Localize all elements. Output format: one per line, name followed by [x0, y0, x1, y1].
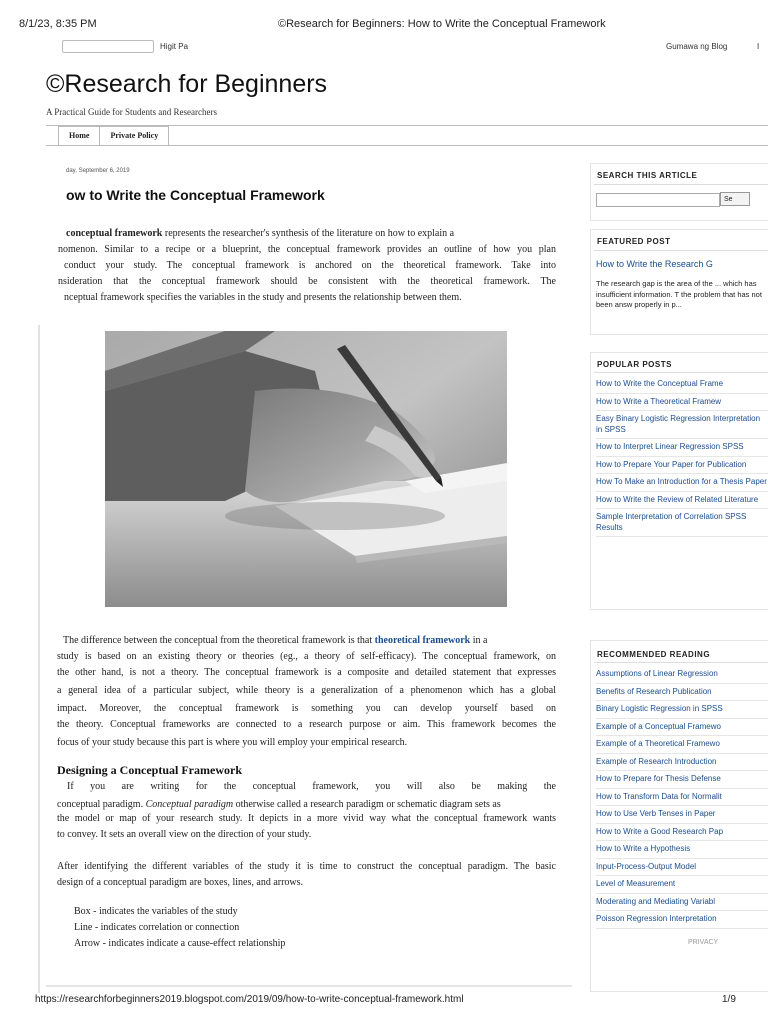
recommended-link[interactable]: How to Transform Data for Normalit: [596, 789, 768, 807]
post-after-line-1: After identifying the different variables of the study it is time to construct the conceptual paradigm. The basic: [57, 861, 556, 872]
list-item-box: Box - indicates the variables of the study: [74, 906, 238, 917]
list-item-arrow: Arrow - indicates indicate a cause-effect relationship: [74, 938, 286, 949]
sidebar-search-button[interactable]: Se: [720, 192, 750, 206]
post-image-writing-hand: [105, 331, 507, 607]
sidebar-search-input[interactable]: [596, 193, 720, 207]
recaptcha-privacy-badge[interactable]: PRIVACY: [688, 939, 719, 946]
featured-post-link[interactable]: How to Write the Research G: [596, 259, 713, 269]
writing-hand-photo: [105, 331, 507, 607]
post-design-line-2: conceptual paradigm. Conceptual paradigm otherwise called a research paradigm or schematic diagram sets as: [57, 799, 501, 810]
recommended-link[interactable]: Binary Logistic Regression in SPSS: [596, 701, 768, 719]
recommended-link[interactable]: Example of a Theoretical Framewo: [596, 736, 768, 754]
navbar-search-input[interactable]: [62, 40, 154, 53]
print-datetime: 8/1/23, 8:35 PM: [19, 18, 97, 30]
tabs-divider: [46, 145, 768, 146]
print-title: ©Research for Beginners: How to Write the Conceptual Framework: [278, 18, 606, 30]
popular-post-link[interactable]: How to Interpret Linear Regression SPSS: [596, 439, 768, 457]
print-page-number: 1/9: [722, 994, 736, 1005]
sidebar-featured-rule: [594, 250, 768, 251]
sidebar-search-heading: SEARCH THIS ARTICLE: [597, 171, 698, 180]
post-diff-line-1: The difference between the conceptual from the theoretical framework is that theoretical framework in a: [63, 635, 488, 646]
theoretical-framework-link[interactable]: theoretical framework: [374, 635, 471, 646]
recommended-link[interactable]: How to Use Verb Tenses in Paper: [596, 806, 768, 824]
popular-post-link[interactable]: Sample Interpretation of Correlation SPSS Results: [596, 509, 768, 537]
sidebar-recommended-heading: RECOMMENDED READING: [597, 650, 711, 659]
featured-post-snippet: The research gap is the area of the ... which has insufficient information. T the problem that has not been answ properly in p...: [596, 279, 762, 309]
post-design-line-3: the model or map of your research study. It depicts in a more vivid way what the conceptual framework wants: [57, 813, 556, 824]
recommended-link[interactable]: How to Write a Good Research Pap: [596, 824, 768, 842]
recommended-link[interactable]: Level of Measurement: [596, 876, 768, 894]
recommended-link[interactable]: Example of Research Introduction: [596, 754, 768, 772]
sidebar-search-rule: [594, 184, 768, 185]
navbar-create-blog-link[interactable]: Gumawa ng Blog: [666, 42, 728, 51]
tab-home[interactable]: Home: [58, 126, 100, 145]
recommended-link[interactable]: Example of a Conceptual Framewo: [596, 719, 768, 737]
post-design-line-1: If you are writing for the conceptual framework, you will also be making the: [67, 781, 556, 792]
post-diff-line-3: the other hand, is not a theory. The conceptual framework is a composite and detailed statement that expresses: [57, 667, 556, 678]
popular-post-link[interactable]: Easy Binary Logistic Regression Interpretation in SPSS: [596, 411, 768, 439]
recommended-link[interactable]: How to Prepare for Thesis Defense: [596, 771, 768, 789]
section-heading-designing: Designing a Conceptual Framework: [57, 763, 242, 777]
post-intro-line-1: conceptual framework represents the researcher's synthesis of the literature on how to explain a: [66, 228, 455, 239]
recommended-link[interactable]: Assumptions of Linear Regression: [596, 666, 768, 684]
recommended-link[interactable]: Moderating and Mediating Variabl: [596, 894, 768, 912]
popular-post-link[interactable]: How to Prepare Your Paper for Publication: [596, 457, 768, 475]
sidebar-featured-heading: FEATURED POST: [597, 237, 671, 246]
popular-post-link[interactable]: How to Write the Review of Related Literature: [596, 492, 768, 510]
post-card-shadow: [38, 325, 40, 993]
popular-post-link[interactable]: How To Make an Introduction for a Thesis Paper: [596, 474, 768, 492]
popular-post-link[interactable]: How to Write a Theoretical Framew: [596, 394, 768, 412]
recommended-link[interactable]: Input-Process-Output Model: [596, 859, 768, 877]
recommended-link[interactable]: How to Write a Hypothesis: [596, 841, 768, 859]
recommended-link[interactable]: Benefits of Research Publication: [596, 684, 768, 702]
post-design-line-4: to convey. It sets an overall view on the direction of your study.: [57, 829, 312, 840]
page-tabs: [58, 126, 169, 146]
recommended-reading-list: [596, 666, 768, 929]
popular-post-link[interactable]: How to Write the Conceptual Frame: [596, 376, 768, 394]
recommended-link[interactable]: Poisson Regression Interpretation: [596, 911, 768, 929]
navbar-next-link[interactable]: Higit Pa: [160, 42, 189, 51]
post-intro-line-4: nsideration that the conceptual framework should be consistent with the theoretical framework. The: [58, 276, 556, 287]
post-title[interactable]: ow to Write the Conceptual Framework: [66, 187, 325, 203]
post-diff-line-7: focus of your study because this part is where you will employ your empirical research.: [57, 737, 408, 748]
post-intro-line-3: conduct your study. The conceptual framework is anchored on the theoretical framework. Take into: [64, 260, 556, 271]
post-diff-line-6: the theory. Conceptual frameworks are connected to a research purpose or aim. This framework becomes the: [57, 719, 556, 730]
blog-title[interactable]: ©Research for Beginners: [46, 70, 328, 98]
list-item-line: Line - indicates correlation or connection: [74, 922, 240, 933]
sidebar-recommended-rule: [594, 662, 768, 663]
post-after-line-2: design of a conceptual paradigm are boxes, lines, and arrows.: [57, 877, 304, 888]
navbar-extra-link[interactable]: I: [757, 42, 760, 51]
post-intro-line-5: nceptual framework specifies the variables in the study and presents the relationship between them.: [64, 292, 462, 303]
print-url: https://researchforbeginners2019.blogspot.com/2019/09/how-to-write-conceptual-framework.html: [35, 994, 464, 1005]
post-diff-line-4: a general idea of a particular subject, while theory is a generalization of a phenomenon which has a global: [57, 685, 556, 696]
blog-description: A Practical Guide for Students and Researchers: [46, 107, 217, 117]
post-intro-line-2: nomenon. Similar to a recipe or a blueprint, the conceptual framework provides an outline of how you plan: [58, 244, 556, 255]
sidebar-popular-heading: POPULAR POSTS: [597, 360, 672, 369]
post-card-shadow-bottom: [46, 985, 572, 987]
sidebar-popular-rule: [594, 372, 768, 373]
tab-private-policy[interactable]: Private Policy: [100, 126, 169, 145]
intro-keyword: conceptual framework: [66, 228, 163, 239]
post-date: day, September 6, 2019: [66, 168, 130, 174]
post-diff-line-5: impact. Moreover, the conceptual framework is something you can develop yourself based on: [57, 703, 556, 714]
popular-posts-list: [596, 376, 768, 537]
post-diff-line-2: study is based on an existing theory or theories (eg., a theory of self-efficacy). The conceptual framework, on: [57, 651, 556, 662]
